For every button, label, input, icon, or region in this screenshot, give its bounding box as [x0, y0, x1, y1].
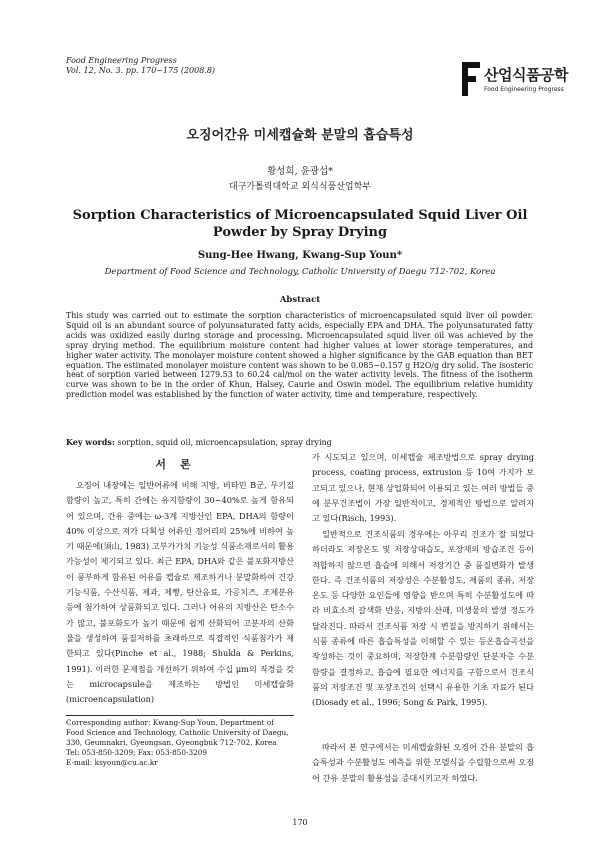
english-authors: Sung-Hee Hwang, Kwang-Sup Youn* — [197, 250, 403, 261]
journal-name: Food Engineering Progress — [66, 56, 177, 65]
korean-authors: 황성희, 윤광섭* — [267, 166, 333, 177]
intro-right-paragraph-3: 따라서 본 연구에서는 미세캡슐화된 오징어 간유 분말의 흡습특성과 수분활성도 예측을 위한 모델식을 수립함으로써 오징어 간유 분말의 활용성을 증대시키고자 하였다. — [312, 742, 534, 783]
abstract-heading: Abstract — [279, 295, 321, 305]
intro-right-paragraph-2: 일반적으로 건조식품의 경우에는 아무리 건조가 잘 되었다 하더라도 저장온도 및 저장상대습도, 포장재의 방습조건 등이 적합하지 않으면 흡습에 의해서 저장기간 중 품질변화가 발생한다. 즉 건조식품의 저장성은 수분활성도, 제품의 종류, 저장 온도 등 다양한 요인들에 영향을 받으며 특히 수분활성도에 따라 비효소적 갈색화 반응, 지방의 산패, 미생물의 발생 정도가 달라진다. 따라서 건조식품 저장 시 변질을 방지하기 위해서는 식품 종류에 따른 흡습특성을 이해할 수 있는 등온흡습곡선을 작성하는 것이 중요하며, 저장한계 수분함량인 단분자층 수분함량을 결정하고, 흡습에 필요한 에너지를 구함으로서 건조식품의 저장조건 및 포장조건의 선택시 유용한 기초 자료가 된다(Diosady et al., 1996; Song & Park, 1995). — [312, 529, 534, 708]
keywords-text: sorption, squid oil, microencapsulation, spray drying — [117, 438, 332, 447]
logo-subtitle: Food Engineering Progress — [484, 86, 564, 93]
english-title-line2: Powder by Spray Drying — [212, 225, 388, 240]
logo-f-mark-icon — [462, 62, 482, 96]
keywords — [66, 437, 332, 447]
korean-title: 오징어간유 미세캡슐화 분말의 흡습특성 — [186, 128, 414, 143]
page-number: 170 — [292, 818, 308, 827]
english-title-line1: Sorption Characteristics of Microencapsulated Squid Liver Oil — [72, 208, 528, 223]
corresponding-author-line: Corresponding author: Kwang-Sup Youn, Department of Food Science and Technology, Catholic University of Daegu, 330, Geumnakri, Gyeongsan, Gyeongbuk 712-702, Korea — [66, 718, 289, 747]
journal-logo — [462, 60, 568, 100]
logo-title: 산업식품공학 — [484, 66, 568, 84]
intro-right-paragraph-1: 가 시도되고 있으며, 미세캡슐 제조방법으로 spray drying process, coating process, extrusion 등 10여 가지가 보고되고 있으나, 현재 상업화되어 이용되고 있는 여러 방법들 중에 분무건조법이 가장 일반적이고, 경제적인 방법으로 알려지고 있다(Risch, 1993). — [312, 452, 534, 524]
intro-left-paragraph: 오징어 내장에는 일반어류에 비해 지방, 비타민 B군, 무기질 함량이 높고, 특히 간에는 유지함량이 30~40%로 높게 함유되어 있으며, 간유 중에는 ω-3계 지방산인 EPA, DHA의 함량이 40% 이상으로 져가 다획성 어류인 정어리의 25%에 비하여 높기 때문에(須山, 1983) 고부가가치 기능성 식품소재로서의 활용 가능성이 제기되고 있다. 최근 EPA, DHA와 같은 불포화지방산이 풍부하게 함유된 어유를 캡슐로 제조하거나 분말화하여 건강기능식품, 수산식품, 제과, 제빵, 탄산음료, 가공치즈, 조제분유 등에 첨가하여 상품화되고 있다. 그러나 어유의 지방산은 탄소수가 많고, 불포화도가 높기 때문에 쉽게 산화되어 고분자의 산화물을 생성하여 품질저하를 초래하므로 직접적인 식품첨가가 제한되고 있다(Pinche et al., 1988; Shukla & Perkins, 1991). 이러한 문제점을 개선하기 위하여 수십 μm의 직경을 갖는 microcapsule을 제조하는 방법인 미세캡슐화(microencapsulation) — [66, 480, 294, 705]
footnote-divider — [66, 715, 294, 716]
keywords-label: Key words: — [66, 437, 115, 447]
abstract-text: This study was carried out to estimate the sorption characteristics of microencapsulated squid liver oil powder. Squid oil is an abundant source of polyunsaturated fatty acids, especially EPA and DHA. The polyunsaturated fatty acids was oxidized easily during storage and processing. Microencapsulated squid liver oil was achieved by the spray drying method. The equilibrium moisture content had higher values at lower storage temperatures, and higher water activity. The monolayer moisture content showed a higher significance by the GAB equation than BET equation. The estimated monolayer moisture content was shown to be 0.085~0.157 g H2O/g dry solid. The isosteric heat of sorption varied between 1279.53 to 60.24 cal/mol on the water activity levels. The fitness of the isotherm curve was shown to be in the order of Khun, Halsey, Caurie and Oswin model. The equilibrium relative humidity prediction model was established by the function of water activity, time and temperature, respectively. — [66, 311, 533, 400]
korean-affiliation: 대구가톨릭대학교 외식식품산업학부 — [229, 182, 371, 192]
journal-citation — [66, 56, 215, 76]
journal-issue: Vol. 12, No. 3. pp. 170~175 (2008.8) — [66, 66, 216, 75]
corresponding-author-note — [66, 718, 294, 768]
contact-email: E-mail: ksyoun@cu.ac.kr — [66, 758, 158, 767]
contact-phone-fax: Tel: 053-850-3209; Fax: 053-850-3209 — [66, 748, 208, 757]
english-title — [0, 207, 600, 241]
section-heading: 서론 — [155, 458, 205, 471]
english-affiliation: Department of Food Science and Technology, Catholic University of Daegu 712-702, Korea — [104, 267, 496, 277]
